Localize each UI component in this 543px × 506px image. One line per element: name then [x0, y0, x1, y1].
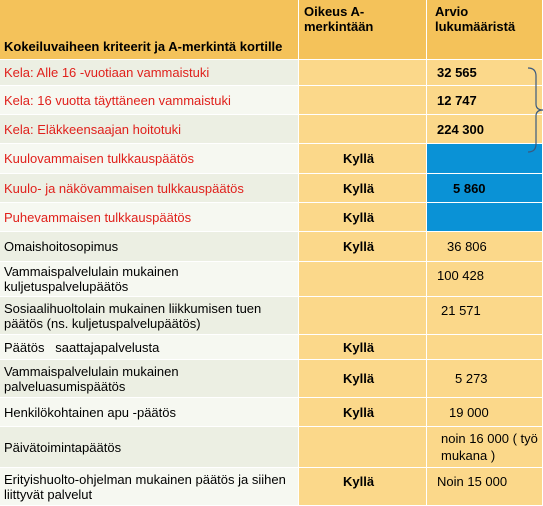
- a-mark-cell: [299, 427, 427, 468]
- estimate-cell: [427, 335, 543, 360]
- a-mark-cell: Kyllä: [299, 144, 427, 174]
- estimate-cell: 100 428: [427, 262, 543, 297]
- a-mark-cell: Kyllä: [299, 174, 427, 203]
- estimate-cell: 36 806: [427, 232, 543, 262]
- a-mark-cell: Kyllä: [299, 203, 427, 232]
- header-a-mark-right: Oikeus A-merkintään: [299, 0, 427, 60]
- table-row: [0, 360, 543, 398]
- table-row: [0, 115, 543, 144]
- criterion-cell: Vammaispalvelulain mukainen palveluasumispäätös: [0, 360, 299, 398]
- criterion-cell: Kuulo- ja näkövammaisen tulkkauspäätös: [0, 174, 299, 203]
- criterion-cell: Sosiaalihuoltolain mukainen liikkumisen tuen päätös (ns. kuljetuspalvelupäätös): [0, 297, 299, 335]
- estimate-cell: 19 000: [427, 398, 543, 427]
- header-criteria: Kokeiluvaiheen kriteerit ja A-merkintä kortille: [0, 0, 299, 60]
- criterion-cell: Puhevammaisen tulkkauspäätös: [0, 203, 299, 232]
- criterion-cell: Vammaispalvelulain mukainen kuljetuspalvelupäätös: [0, 262, 299, 297]
- a-mark-cell: Kyllä: [299, 360, 427, 398]
- brace-bracket: [526, 66, 543, 154]
- a-mark-cell: [299, 60, 427, 86]
- estimate-cell: 12 747: [427, 86, 543, 115]
- estimate-cell: noin 16 000 ( työ mukana ): [427, 427, 543, 468]
- criterion-cell: Kela: 16 vuotta täyttäneen vammaistuki: [0, 86, 299, 115]
- estimate-cell: 21 571: [427, 297, 543, 335]
- a-mark-cell: [299, 297, 427, 335]
- criterion-cell: Henkilökohtainen apu -päätös: [0, 398, 299, 427]
- table-row: [0, 468, 543, 506]
- criterion-cell: Omaishoitosopimus: [0, 232, 299, 262]
- header-estimate: Arvio lukumääristä: [427, 0, 543, 60]
- table-row: [0, 297, 543, 335]
- criterion-cell: Kuulovammaisen tulkkauspäätös: [0, 144, 299, 174]
- a-mark-cell: Kyllä: [299, 398, 427, 427]
- table-row: [0, 262, 543, 297]
- table-header-row: [0, 0, 543, 60]
- table-row: [0, 335, 543, 360]
- estimate-cell: [427, 203, 543, 232]
- table-row: [0, 174, 543, 203]
- criterion-cell: Erityishuolto-ohjelman mukainen päätös ja siihen liittyvät palvelut: [0, 468, 299, 506]
- table-row: [0, 427, 543, 468]
- a-mark-cell: Kyllä: [299, 335, 427, 360]
- table-row: [0, 60, 543, 86]
- criterion-cell: Päätös saattajapalvelusta: [0, 335, 299, 360]
- table-row: [0, 232, 543, 262]
- table-row: [0, 144, 543, 174]
- estimate-cell: 224 300: [427, 115, 543, 144]
- estimate-cell: 5 860: [427, 174, 543, 203]
- criterion-cell: Kela: Alle 16 -vuotiaan vammaistuki: [0, 60, 299, 86]
- a-mark-cell: [299, 115, 427, 144]
- estimate-cell: 5 273: [427, 360, 543, 398]
- estimate-cell: 32 565: [427, 60, 543, 86]
- estimate-cell: Noin 15 000: [427, 468, 543, 506]
- a-mark-cell: Kyllä: [299, 468, 427, 506]
- table-row: [0, 398, 543, 427]
- criterion-cell: Kela: Eläkkeensaajan hoitotuki: [0, 115, 299, 144]
- table-row: [0, 86, 543, 115]
- a-mark-cell: Kyllä: [299, 232, 427, 262]
- a-mark-cell: [299, 262, 427, 297]
- criterion-cell: Päivätoimintapäätös: [0, 427, 299, 468]
- table-row: [0, 203, 543, 232]
- a-mark-cell: [299, 86, 427, 115]
